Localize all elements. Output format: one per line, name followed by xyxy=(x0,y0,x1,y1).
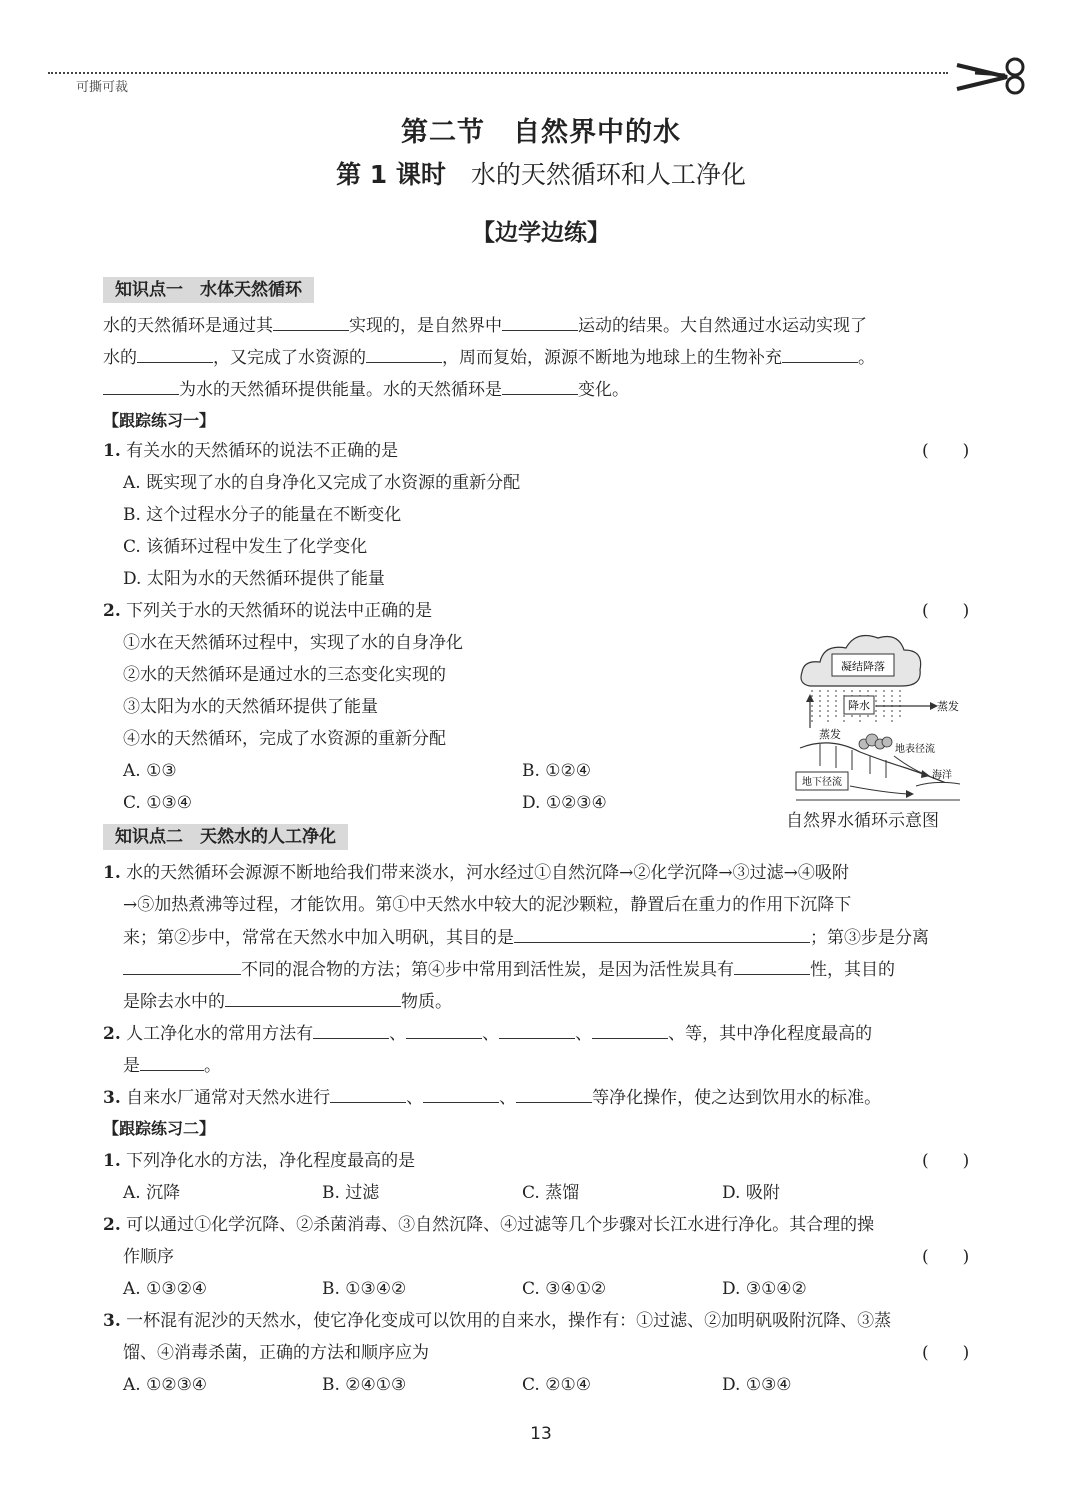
learn-heading: 【边学边练】 xyxy=(472,220,610,246)
kp1-line-3: 为水的天然循环提供能量。水的天然循环是 变化。 xyxy=(103,376,983,403)
t2-q1-option-a[interactable]: A. 沉降 xyxy=(123,1183,181,1203)
evaporation-label-left: 蒸发 xyxy=(819,728,841,741)
track-practice-1-title: 【跟踪练习一】 xyxy=(103,411,216,430)
rain-label: 降水 xyxy=(848,699,870,712)
diagram-caption: 自然界水循环示意图 xyxy=(786,811,939,831)
blank[interactable] xyxy=(734,956,810,975)
t1-q2-statement-1: ①水在天然循环过程中，实现了水的自身净化 xyxy=(123,633,463,653)
t1-q2-option-b[interactable]: B. ①②④ xyxy=(522,761,592,781)
knowledge-point-1-title: 知识点一 水体天然循环 xyxy=(103,277,314,303)
t1-q2-option-a[interactable]: A. ①③ xyxy=(123,761,177,781)
kp2-q1-line-3: 来；第②步中，常常在天然水中加入明矾，其目的是 ；第③步是分离 xyxy=(123,924,1003,951)
scissors-icon xyxy=(955,55,1030,95)
t2-q1-stem: 1. 下列净化水的方法，净化程度最高的是 xyxy=(103,1151,416,1171)
t1-q1-option-b[interactable]: B. 这个过程水分子的能量在不断变化 xyxy=(123,505,402,525)
surface-runoff-label: 地表径流 xyxy=(895,744,935,755)
t2-q3-stem-1: 3. 一杯混有泥沙的天然水，使它净化变成可以饮用的自来水，操作有：①过滤、②加明矾吸附沉降、③蒸 xyxy=(103,1311,892,1331)
blank[interactable] xyxy=(514,924,810,943)
t1-q1-option-c[interactable]: C. 该循环过程中发生了化学变化 xyxy=(123,537,368,557)
t2-q3-option-c[interactable]: C. ②①④ xyxy=(522,1375,591,1395)
t2-q2-option-b[interactable]: B. ①③④② xyxy=(322,1279,407,1299)
lesson-name: 水的天然循环和人工净化 xyxy=(445,160,746,189)
t1-q1-option-a[interactable]: A. 既实现了水的自身净化又完成了水资源的重新分配 xyxy=(123,473,521,493)
kp2-q3-line-1: 3. 自来水厂通常对天然水进行 、 、 等净化操作，使之达到饮用水的标准。 xyxy=(103,1084,983,1111)
kp2-q1-line-5: 是除去水中的 物质。 xyxy=(123,988,1003,1015)
t2-q3-option-d[interactable]: D. ①③④ xyxy=(722,1375,792,1395)
blank[interactable] xyxy=(406,1020,482,1039)
cloud-label: 凝结降落 xyxy=(841,660,885,673)
blank[interactable] xyxy=(366,344,442,363)
blank[interactable] xyxy=(225,988,401,1007)
kp2-q2-line-1: 2. 人工净化水的常用方法有 、 、 、 、等，其中净化程度最高的 xyxy=(103,1020,983,1047)
evaporation-label-right: 蒸发 xyxy=(937,700,959,713)
t2-q2-option-a[interactable]: A. ①③②④ xyxy=(123,1279,208,1299)
blank[interactable] xyxy=(123,956,241,975)
blank[interactable] xyxy=(330,1084,406,1103)
t2-q2-stem-2: 作顺序 xyxy=(123,1247,174,1267)
t1-q2-statement-4: ④水的天然循环，完成了水资源的重新分配 xyxy=(123,729,446,749)
t2-q1-option-c[interactable]: C. 蒸馏 xyxy=(522,1183,580,1203)
t2-q1-option-d[interactable]: D. 吸附 xyxy=(722,1183,780,1203)
section-title: 第二节 自然界中的水 xyxy=(401,117,681,148)
answer-bracket[interactable]: ( ) xyxy=(922,1151,970,1171)
blank[interactable] xyxy=(516,1084,592,1103)
t2-q3-option-a[interactable]: A. ①②③④ xyxy=(123,1375,208,1395)
t2-q2-option-c[interactable]: C. ③④①② xyxy=(522,1279,607,1299)
kp2-q1-line-1: 1. 水的天然循环会源源不断地给我们带来淡水，河水经过①自然沉降→②化学沉降→③过滤→④吸附 xyxy=(103,863,849,883)
t1-q2-stem: 2. 下列关于水的天然循环的说法中正确的是 xyxy=(103,601,433,621)
answer-bracket[interactable]: ( ) xyxy=(922,1247,970,1267)
kp1-line-1: 水的天然循环是通过其 实现的，是自然界中 运动的结果。大自然通过水运动实现了 xyxy=(103,312,983,339)
blank[interactable] xyxy=(782,344,858,363)
blank[interactable] xyxy=(140,1052,204,1071)
groundwater-label: 地下径流 xyxy=(802,777,842,788)
lesson-title xyxy=(0,155,1082,191)
blank[interactable] xyxy=(502,312,578,331)
ocean-label: 海洋 xyxy=(932,770,952,781)
answer-bracket[interactable]: ( ) xyxy=(922,1343,970,1363)
knowledge-point-2-title: 知识点二 天然水的人工净化 xyxy=(103,824,348,850)
track-practice-2-title: 【跟踪练习二】 xyxy=(103,1119,216,1138)
page-number: 13 xyxy=(530,1424,552,1444)
t2-q1-option-b[interactable]: B. 过滤 xyxy=(322,1183,380,1203)
cut-line xyxy=(48,72,948,74)
kp2-q1-line-4: 不同的混合物的方法；第④步中常用到活性炭，是因为活性炭具有 性，其目的 xyxy=(123,956,1003,983)
t1-q2-statement-2: ②水的天然循环是通过水的三态变化实现的 xyxy=(123,665,446,685)
blank[interactable] xyxy=(313,1020,389,1039)
t1-q2-option-c[interactable]: C. ①③④ xyxy=(123,793,192,813)
blank[interactable] xyxy=(499,1020,575,1039)
kp1-line-2: 水的 ，又完成了水资源的 ，周而复始，源源不断地为地球上的生物补充 。 xyxy=(103,344,983,371)
t1-q1-stem: 1. 有关水的天然循环的说法不正确的是 xyxy=(103,441,399,461)
blank[interactable] xyxy=(502,376,578,395)
t2-q3-option-b[interactable]: B. ②④①③ xyxy=(322,1375,407,1395)
kp2-q1-line-2: →⑤加热煮沸等过程，才能饮用。第①中天然水中较大的泥沙颗粒，静置后在重力的作用下沉降下 xyxy=(123,895,852,915)
t2-q3-stem-2: 馏、④消毒杀菌，正确的方法和顺序应为 xyxy=(123,1343,429,1363)
blank[interactable] xyxy=(423,1084,499,1103)
blank[interactable] xyxy=(103,376,179,395)
answer-bracket[interactable]: ( ) xyxy=(922,441,970,461)
t1-q1-option-d[interactable]: D. 太阳为水的天然循环提供了能量 xyxy=(123,569,385,589)
blank[interactable] xyxy=(592,1020,668,1039)
water-cycle-diagram xyxy=(790,628,970,808)
cut-label: 可撕可裁 xyxy=(76,80,129,95)
blank[interactable] xyxy=(273,312,349,331)
kp2-q2-line-2: 是 。 xyxy=(123,1052,1003,1079)
t1-q2-option-d[interactable]: D. ①②③④ xyxy=(522,793,607,813)
t1-q2-statement-3: ③太阳为水的天然循环提供了能量 xyxy=(123,697,378,717)
blank[interactable] xyxy=(137,344,213,363)
t2-q2-option-d[interactable]: D. ③①④② xyxy=(722,1279,807,1299)
lesson-number: 第 1 课时 xyxy=(336,160,446,189)
answer-bracket[interactable]: ( ) xyxy=(922,601,970,621)
t2-q2-stem-1: 2. 可以通过①化学沉降、②杀菌消毒、③自然沉降、④过滤等几个步骤对长江水进行净化。其合理的操 xyxy=(103,1215,875,1235)
